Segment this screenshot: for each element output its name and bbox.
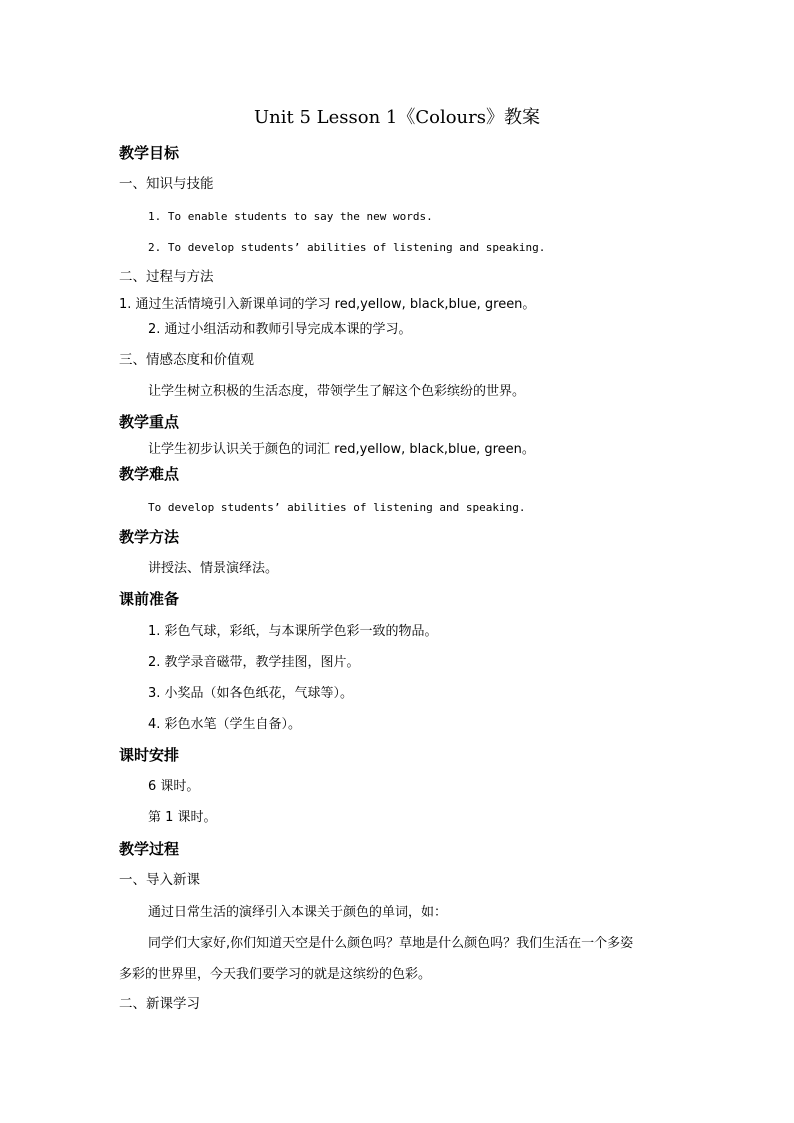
key-points-heading: 教学重点 [119, 413, 180, 431]
preparation-item-2: 2. 教学录音磁带，教学挂图，图片。 [148, 655, 360, 670]
difficulties-heading: 教学难点 [119, 465, 180, 483]
preparation-item-1: 1. 彩色气球，彩纸，与本课所学色彩一致的物品。 [148, 624, 438, 639]
schedule-line-1: 6 课时。 [148, 779, 200, 794]
intro-text-1: 通过日常生活的演绎引入本课关于颜色的单词，如： [148, 905, 448, 920]
teaching-process-heading: 教学过程 [119, 840, 180, 858]
difficulties-text: To develop students’ abilities of listening and speaking. [148, 501, 526, 514]
goal-item-2: 2. To develop students’ abilities of listening and speaking. [148, 241, 546, 254]
knowledge-skills-heading: 一、知识与技能 [119, 176, 214, 192]
attitude-values-text: 让学生树立积极的生活态度，带领学生了解这个色彩缤纷的世界。 [148, 384, 526, 399]
process-item-2: 2. 通过小组活动和教师引导完成本课的学习。 [148, 322, 412, 337]
schedule-line-2: 第 1 课时。 [148, 810, 217, 825]
preparation-item-3: 3. 小奖品（如各色纸花，气球等）。 [148, 686, 354, 701]
intro-heading: 一、导入新课 [119, 872, 200, 888]
goals-heading: 教学目标 [119, 144, 180, 162]
process-item-1: 1. 通过生活情境引入新课单词的学习 red,yellow, black,blue, green。 [119, 297, 536, 312]
process-methods-heading: 二、过程与方法 [119, 269, 214, 285]
methods-heading: 教学方法 [119, 528, 180, 546]
methods-text: 讲授法、情景演绎法。 [148, 561, 279, 576]
attitude-values-heading: 三、情感态度和价值观 [119, 352, 254, 368]
goal-item-1: 1. To enable students to say the new words. [148, 210, 433, 223]
key-points-text: 让学生初步认识关于颜色的词汇 red,yellow, black,blue, green。 [148, 442, 535, 457]
preparation-item-4: 4. 彩色水笔（学生自备）。 [148, 717, 302, 732]
intro-text-2b: 多彩的世界里，今天我们要学习的就是这缤纷的色彩。 [119, 967, 432, 982]
new-lesson-heading: 二、新课学习 [119, 996, 200, 1012]
intro-text-2a: 同学们大家好,你们知道天空是什么颜色吗？草地是什么颜色吗？我们生活在一个多姿 [148, 936, 634, 951]
schedule-heading: 课时安排 [119, 746, 180, 764]
preparation-heading: 课前准备 [119, 590, 180, 608]
document-title: Unit 5 Lesson 1《Colours》教案 [254, 107, 540, 128]
